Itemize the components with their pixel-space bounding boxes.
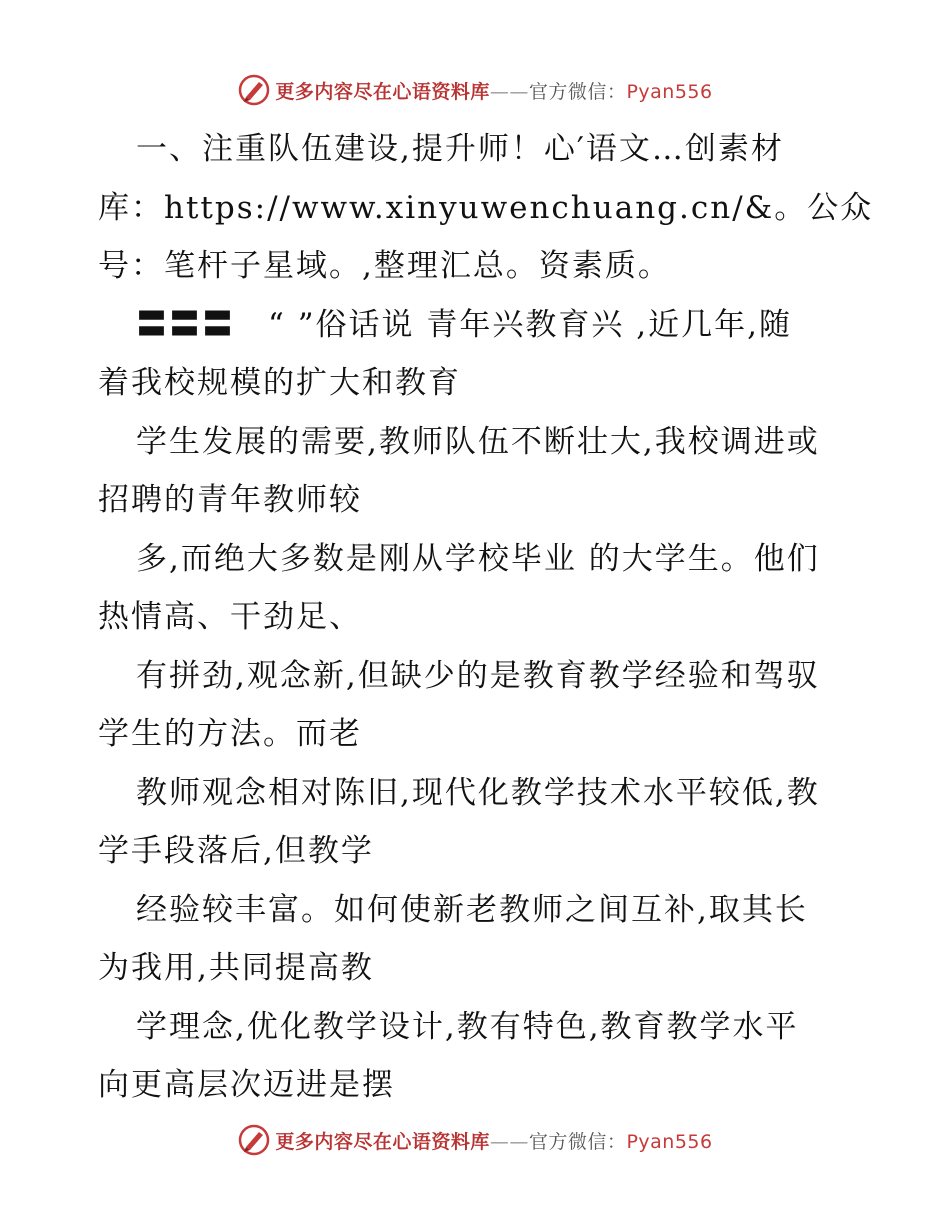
header-banner-text	[275, 77, 712, 104]
text-line: 教师观念相对陈旧,现代化教学技术水平较低,教	[136, 774, 820, 811]
banner-official-label: 官方微信：	[528, 80, 627, 103]
text-line: 为我用,共同提高教	[98, 950, 374, 986]
text-line: 学生的方法。而老	[98, 716, 362, 752]
pen-logo-icon	[237, 1123, 271, 1157]
text-line: 招聘的青年教师较	[98, 482, 362, 518]
text-line: 一、注重队伍建设,提升师！心′语文…创素材	[136, 131, 784, 167]
text-line: 向更高层次迈进是摆	[98, 1067, 395, 1103]
text-line: 热情高、干劲足、	[98, 599, 362, 635]
footer-banner-text	[275, 1127, 712, 1154]
text-line: 号：笔杆子星域。,整理汇总。资素质。	[98, 248, 671, 284]
text-line: 学手段落后,但教学	[98, 833, 374, 869]
text-line: 库：https://www.xinyuwenchuang.cn/&。公众	[98, 189, 874, 226]
banner-brand: 更多内容尽在心语资料库	[275, 80, 490, 103]
text-line: 多,而绝大多数是刚从学校毕业 的大学生。他们	[136, 540, 820, 577]
text-line: 学生发展的需要,教师队伍不断壮大,我校调进或	[136, 423, 820, 460]
text-line: 着我校规模的扩大和教育	[98, 365, 461, 401]
text-line: 学理念,优化教学设计,教有特色,教育教学水平	[136, 1008, 799, 1045]
text-line: 有拼劲,观念新,但缺少的是教育教学经验和驾驭	[136, 657, 820, 694]
pen-logo-icon	[237, 73, 271, 107]
banner-official-label: 官方微信：	[528, 1130, 627, 1153]
header-banner	[0, 70, 950, 110]
document-body	[98, 120, 874, 1115]
banner-wechat-id: Pyan556	[626, 80, 713, 103]
banner-dash: ——	[489, 1130, 529, 1153]
banner-wechat-id: Pyan556	[626, 1130, 713, 1153]
footer-banner	[0, 1120, 950, 1160]
banner-dash: ——	[489, 80, 529, 103]
text-line: 经验较丰富。如何使新老教师之间互补,取其长	[136, 891, 808, 928]
text-line: 〓〓〓 “ ”俗话说 青年兴教育兴 ,近几年,随	[136, 306, 792, 343]
banner-brand: 更多内容尽在心语资料库	[275, 1130, 490, 1153]
